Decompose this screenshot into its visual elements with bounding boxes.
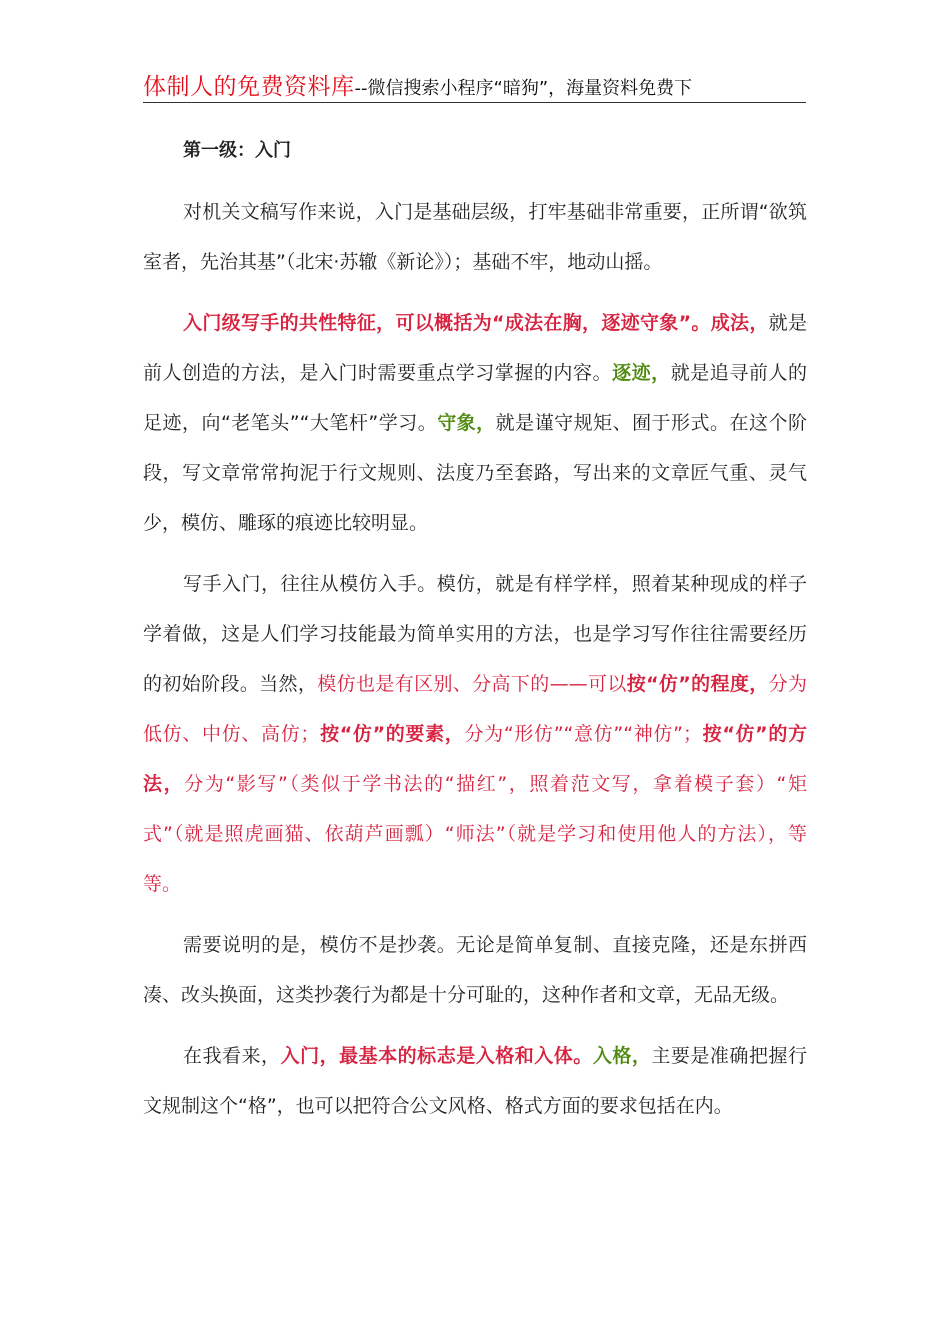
p3-red-2: 分为低仿、中仿、高仿；: [143, 673, 807, 745]
p5-highlight: 入门，最基本的标志是入格和入体。: [280, 1045, 593, 1067]
paragraph-1: 对机关文稿写作来说，入门是基础层级，打牢基础非常重要，正所谓“欲筑室者，先治其基”（北宋·苏辙《新论》）；基础不牢，地动山摇。: [143, 201, 807, 273]
p2-text-2: 就是追寻前人的足迹，向“老笔头”“大笔杆”学习。: [143, 362, 807, 434]
p3-red-4: 分为“影写”（类似于学书法的“描红”，照着范文写，拿着模子套）“矩式”（就是照虎画猫、依葫芦画瓢）“师法”（就是学习和使用他人的方法），等等。: [143, 773, 807, 895]
p5-text-1: 在我看来，: [183, 1045, 281, 1067]
header-slogan: --微信搜索小程序“暗狗”，海量资料免费下: [354, 78, 693, 99]
p3-bold-degree: 按“仿”的程度，: [626, 673, 769, 695]
p2-keyword-zhuji: 逐迹，: [612, 362, 671, 384]
p2-highlight-summary: 入门级写手的共性特征，可以概括为“成法在胸，逐迹守象”。成法，: [183, 312, 769, 334]
page-header: [143, 68, 806, 103]
section-heading: 第一级：入门: [183, 140, 291, 161]
p3-bold-elements: 按“仿”的要素，: [319, 723, 465, 745]
p5-text-2: 主要是准确把握行文规制这个“格”，也可以把符合公文风格、格式方面的要求包括在内。: [143, 1045, 807, 1117]
p3-bold-methods: 按“仿”的方法，: [143, 723, 807, 795]
paragraph-3: [143, 559, 807, 909]
p3-red-1: 模仿也是有区别、分高下的——可以: [317, 673, 627, 695]
paragraph-4: 需要说明的是，模仿不是抄袭。无论是简单复制、直接克隆，还是东拼西凑、改头换面，这类抄袭行为都是十分可耻的，这种作者和文章，无品无级。: [143, 934, 807, 1006]
header-brand: 体制人的免费资料库: [143, 74, 355, 100]
paragraph-5: [143, 1031, 807, 1131]
p2-text-1: 就是前人创造的方法，是入门时需要重点学习掌握的内容。: [143, 312, 807, 384]
p5-keyword-ruge: 入格，: [592, 1045, 652, 1067]
p2-text-3: 就是谨守规矩、囿于形式。在这个阶段，写文章常常拘泥于行文规则、法度乃至套路，写出来的文章匠气重、灵气少，模仿、雕琢的痕迹比较明显。: [143, 412, 807, 534]
document-body: [143, 126, 807, 1131]
paragraph-2: [143, 298, 807, 548]
p3-text-1: 写手入门，往往从模仿入手。模仿，就是有样学样，照着某种现成的样子学着做，这是人们学习技能最为简单实用的方法，也是学习写作往往需要经历的初始阶段。当然，: [143, 573, 807, 695]
p3-red-3: 分为“形仿”“意仿”“神仿”；: [464, 723, 702, 745]
p2-keyword-shouxiang: 守象，: [437, 412, 496, 434]
